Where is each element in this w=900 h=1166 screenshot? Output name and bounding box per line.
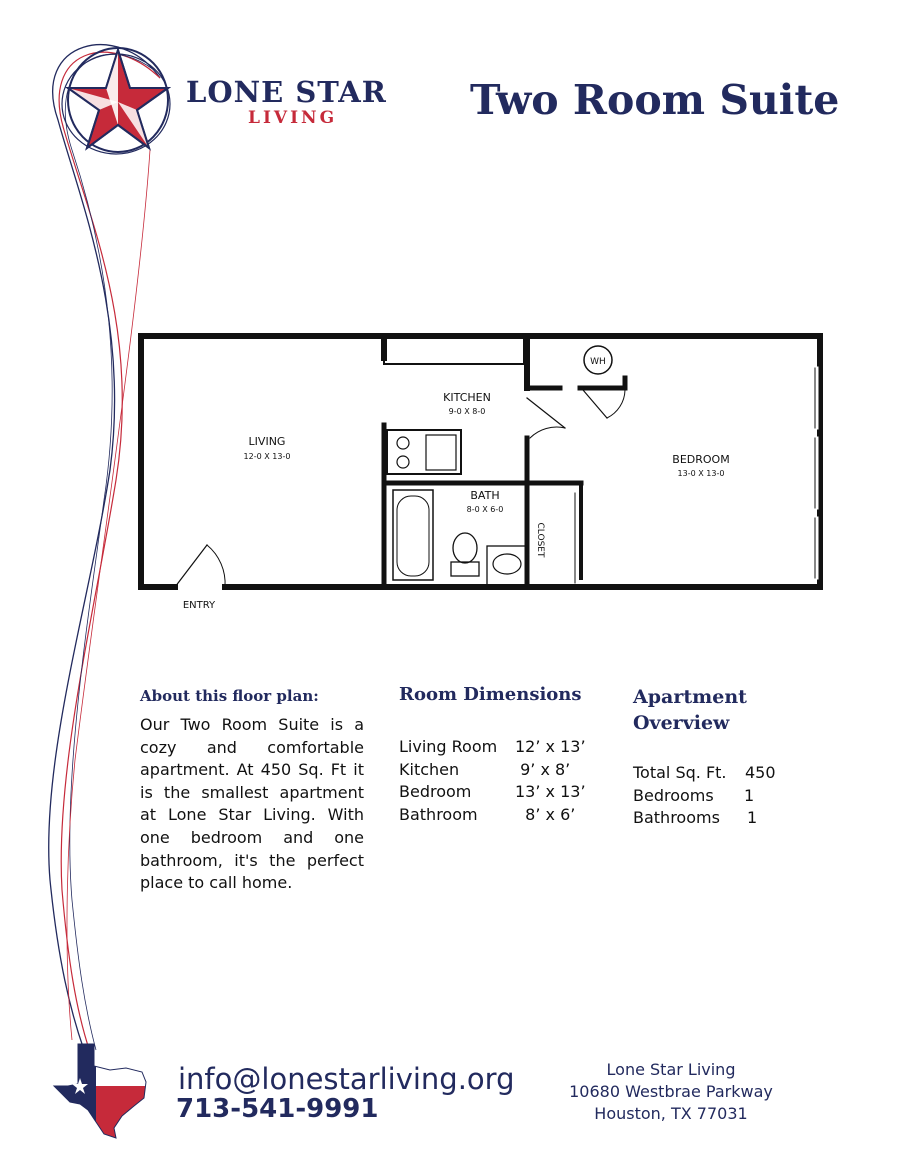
- room-label-bedroom: BEDROOM: [672, 453, 730, 466]
- overview-label: Total Sq. Ft.: [633, 763, 727, 782]
- list-item: [399, 736, 599, 759]
- list-item: [633, 785, 853, 808]
- list-item: [399, 781, 599, 804]
- room-dimensions-heading: Room Dimensions: [399, 684, 582, 705]
- list-item: [633, 762, 853, 785]
- dim-room-name: Living Room: [399, 737, 498, 756]
- water-heater-label: WH: [590, 357, 606, 367]
- room-label-kitchen: KITCHEN: [443, 391, 491, 404]
- overview-label: Bedrooms: [633, 785, 714, 805]
- texas-star-icon: [56, 42, 178, 164]
- contact-email[interactable]: info@lonestarliving.org: [178, 1062, 515, 1096]
- address-line-street: 10680 Westbrae Parkway: [569, 1082, 773, 1101]
- dim-room-value: 13’ x 13’: [515, 782, 586, 801]
- overview-heading: Apartment Overview: [633, 686, 747, 734]
- texas-flag-map-icon: [50, 1040, 160, 1140]
- dim-room-name: Bedroom: [399, 782, 472, 801]
- list-item: [399, 804, 599, 827]
- dim-room-name: Bathroom: [399, 804, 478, 824]
- overview-list: [633, 762, 853, 830]
- overview-label: Bathrooms: [633, 808, 720, 827]
- room-dims-bath: 8-0 X 6-0: [466, 505, 504, 514]
- page-title: Two Room Suite: [470, 76, 840, 124]
- room-dimensions-list: [399, 736, 599, 826]
- dim-room-name: Kitchen: [399, 759, 460, 779]
- entry-label: ENTRY: [182, 600, 216, 611]
- address-block: [552, 1059, 790, 1125]
- about-heading: About this floor plan:: [140, 687, 319, 705]
- overview-value: 1: [747, 808, 758, 827]
- room-dims-kitchen: 9-0 X 8-0: [448, 407, 486, 416]
- room-dims-bedroom: 13-0 X 13-0: [677, 469, 725, 478]
- room-label-bath: BATH: [470, 489, 500, 502]
- address-line-city: Houston, TX 77031: [594, 1104, 748, 1123]
- address-line-name: Lone Star Living: [606, 1060, 736, 1079]
- room-dims-living: 12-0 X 13-0: [243, 452, 291, 461]
- brand-subname: LIVING: [248, 108, 338, 128]
- brand-name: LONE STAR: [186, 75, 387, 109]
- floor-plan: [135, 328, 835, 618]
- overview-value: 1: [744, 785, 755, 805]
- closet-label: CLOSET: [535, 522, 545, 558]
- dim-room-value: 9’ x 8’: [515, 759, 571, 779]
- overview-value: 450: [745, 763, 776, 782]
- dim-room-value: 12’ x 13’: [515, 737, 586, 756]
- contact-phone[interactable]: 713-541-9991: [176, 1094, 379, 1124]
- room-label-living: LIVING: [248, 435, 286, 448]
- dim-room-value: 8’ x 6’: [515, 804, 576, 824]
- about-text: Our Two Room Suite is a cozy and comfortable apartment. At 450 Sq. Ft it is the smallest apartment at Lone Star Living. With one bedroom and one bathroom, it's the perfect place to call home.: [140, 715, 364, 893]
- list-item: [399, 759, 599, 782]
- list-item: [633, 807, 853, 830]
- brand-logo: [186, 76, 436, 128]
